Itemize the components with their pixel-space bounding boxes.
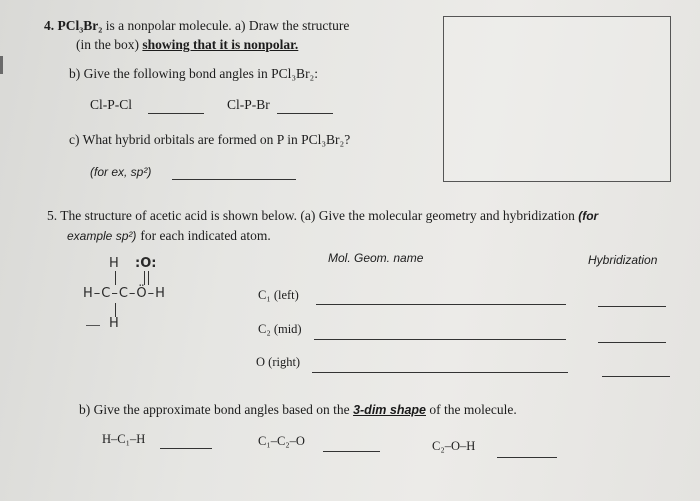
q5-line1 [47,208,598,224]
q4-b-text: b) Give the following bond angles in PCl₃Br₂: [69,66,319,81]
scribble-mark [86,325,100,326]
q5-line2 [67,227,271,245]
drawing-box[interactable] [443,16,671,182]
angle-c2-o-h-label: C₂–O–H [432,439,476,453]
bond-c2-o-double-2 [148,271,149,285]
c2-hybrid-blank[interactable] [598,342,666,343]
q5-line2-text: for each indicated atom. [140,228,271,243]
atom-c1-label: C₁ (left) [258,288,299,302]
q4-line2-pre: (in the box) [76,37,139,52]
q4-angle2-blank[interactable] [277,113,333,114]
header-hybridization: Hybridization [588,253,658,267]
atom-c2-label: C₂ (mid) [258,322,302,336]
q5-b-line [79,402,517,418]
angle-c2-o-h-blank[interactable] [497,457,557,458]
structure-top-h: H [109,256,119,271]
angle-h-c1-h-blank[interactable] [160,448,212,449]
c1-hybrid-blank[interactable] [598,306,666,307]
structure-main-chain: H–C–C–Ö–H [83,286,166,301]
bond-c1-bottom-h [115,303,116,317]
o-geom-blank[interactable] [312,372,568,373]
bond-c1-top-h [115,271,116,285]
atom-o-label: O (right) [256,355,301,369]
q4-line1-text: is a nonpolar molecule. a) Draw the structure [105,18,350,33]
bond-c2-o-double-1 [144,271,145,285]
angle-c1-c2-o-label: C₁–C₂–O [258,434,305,448]
q5-line1-text: 5. The structure of acetic acid is shown below. (a) Give the molecular geometry and hybridization [47,208,575,223]
q4-number: 4. [44,18,55,33]
q4-angle2-label: Cl-P-Br [227,97,270,112]
structure-top-o: :O: [135,256,157,271]
q4-angle1-label: Cl-P-Cl [90,97,133,112]
q5-b-underlined: 3-dim shape [353,403,426,417]
o-hybrid-blank[interactable] [602,376,670,377]
header-mol-geom: Mol. Geom. name [328,251,424,265]
page-edge-mark [0,56,3,74]
q4-c-example: (for ex, sp²) [90,165,152,179]
q4-c-text: c) What hybrid orbitals are formed on P in PCl₃Br₂? [69,132,351,147]
q4-line2 [76,37,298,53]
q4-angle1-blank[interactable] [148,113,204,114]
structure-bottom-h: H [109,316,119,331]
angle-c1-c2-o-blank[interactable] [323,451,380,452]
q5-b-post: of the molecule. [429,402,517,417]
q4-formula: PCl₃Br₂ [57,18,103,33]
c1-geom-blank[interactable] [316,304,566,305]
q4-line1 [44,18,349,34]
q4-line2-underlined: showing that it is nonpolar. [142,37,299,52]
q5-line2-example: example sp²) [67,229,137,243]
q5-line1-example: (for [578,209,599,223]
angle-h-c1-h-label: H–C₁–H [102,432,146,446]
q4-c-blank[interactable] [172,179,296,180]
c2-geom-blank[interactable] [314,339,566,340]
q5-b-pre: b) Give the approximate bond angles based on the [79,402,350,417]
